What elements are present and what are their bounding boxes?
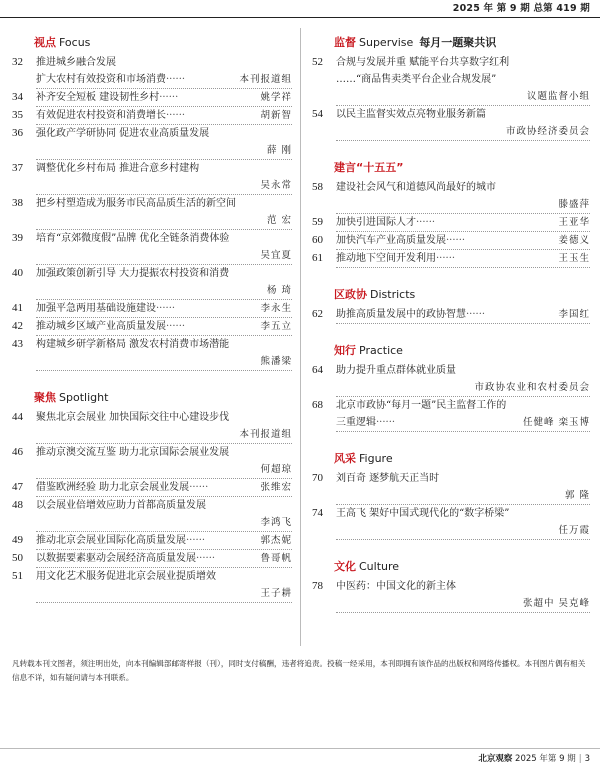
page-ref: 42 bbox=[12, 320, 23, 332]
section-title-cn: 知行 bbox=[334, 344, 356, 357]
leader-dots: ······ bbox=[436, 253, 456, 264]
top-bar bbox=[0, 0, 600, 16]
section-title-cn: 监督 bbox=[334, 36, 356, 49]
article-title: 有效促进农村投资和消费增长 bbox=[36, 110, 166, 121]
section-title-en: Culture bbox=[359, 560, 400, 573]
page-ref: 59 bbox=[312, 216, 323, 228]
footer-brand: 北京观察 bbox=[478, 754, 513, 764]
section-title-cn: 风采 bbox=[334, 452, 356, 465]
page-ref: 37 bbox=[12, 162, 23, 174]
author: 本刊报道组 bbox=[239, 429, 292, 440]
article-title: 建设社会风气和道德风尚最好的城市 bbox=[336, 182, 496, 193]
section-title-cn: 区政协 bbox=[334, 288, 367, 301]
page-ref: 34 bbox=[12, 91, 23, 103]
right-column bbox=[312, 30, 590, 613]
section-title-en: Focus bbox=[59, 36, 91, 49]
author: 郭 隆 bbox=[564, 490, 590, 501]
leader-dots: ······ bbox=[446, 235, 466, 246]
page-ref: 43 bbox=[12, 338, 23, 350]
section-heading bbox=[334, 34, 590, 48]
author: 王亚华 bbox=[556, 214, 590, 231]
page-ref: 68 bbox=[312, 399, 323, 411]
leader-dots: ······ bbox=[416, 217, 436, 228]
author: 王玉生 bbox=[556, 250, 590, 267]
page-ref: 64 bbox=[312, 364, 323, 376]
section-title-en: Supervise bbox=[359, 36, 414, 49]
toc-entry[interactable] bbox=[312, 232, 590, 250]
author: 市政协农业和农村委员会 bbox=[474, 382, 590, 393]
section-title-cn: 视点 bbox=[34, 36, 56, 49]
leader-dots: ······ bbox=[159, 92, 179, 103]
left-column bbox=[12, 30, 292, 603]
section-heading bbox=[334, 558, 590, 572]
page-ref: 70 bbox=[312, 472, 323, 484]
article-title: 北京市政协“每月一题”民主监督工作的 bbox=[336, 400, 507, 411]
toc-entry[interactable] bbox=[312, 306, 590, 324]
page-ref: 32 bbox=[12, 56, 23, 68]
footer-issue: 2025 年第 9 期 bbox=[515, 754, 576, 764]
author: 吴永常 bbox=[260, 180, 292, 191]
top-rule bbox=[0, 17, 600, 18]
author: 本刊报道组 bbox=[237, 71, 292, 88]
article-title: 加快引进国际人才 bbox=[336, 217, 416, 228]
page-ref: 58 bbox=[312, 181, 323, 193]
article-title: 推动城乡区域产业高质量发展 bbox=[36, 321, 166, 332]
article-title: 三重逻辑 bbox=[336, 417, 376, 428]
article-title: 用文化艺术服务促进北京会展业提质增效 bbox=[36, 571, 216, 582]
article-title: 把乡村塑造成为服务市民高品质生活的新空间 bbox=[36, 198, 236, 209]
toc-entry[interactable] bbox=[12, 195, 292, 230]
leader-dots: ······ bbox=[156, 303, 176, 314]
toc-entry[interactable] bbox=[12, 336, 292, 371]
article-title: 以民主监督实效点亮物业服务新篇 bbox=[336, 109, 486, 120]
toc-entry[interactable] bbox=[12, 409, 292, 444]
section-title-cn: 文化 bbox=[334, 560, 356, 573]
toc-entry[interactable] bbox=[12, 479, 292, 497]
article-title: 培育“京郊微度假”品牌 优化全链条消费体验 bbox=[36, 233, 230, 244]
page-ref: 35 bbox=[12, 109, 23, 121]
author: 任健峰 栾玉博 bbox=[521, 414, 590, 431]
footer-rule bbox=[0, 748, 600, 749]
toc-entry[interactable] bbox=[312, 54, 590, 106]
article-title: 以会展业倍增效应助力首都高质量发展 bbox=[36, 500, 206, 511]
toc-entry[interactable] bbox=[12, 318, 292, 336]
author: 任万霞 bbox=[558, 525, 590, 536]
page-ref: 60 bbox=[312, 234, 323, 246]
page-ref: 78 bbox=[312, 580, 323, 592]
article-title: 强化政产学研协同 促进农业高质量发展 bbox=[36, 128, 210, 139]
author: 何超琼 bbox=[260, 464, 292, 475]
section-title-en: Spotlight bbox=[59, 391, 109, 404]
section-heading bbox=[334, 342, 590, 356]
author: 薛 刚 bbox=[266, 145, 292, 156]
author: 张超中 吴克峰 bbox=[522, 598, 590, 609]
toc-entry[interactable] bbox=[12, 550, 292, 568]
page-ref: 36 bbox=[12, 127, 23, 139]
author: 吴宜夏 bbox=[260, 250, 292, 261]
page-number: 3 bbox=[584, 754, 590, 764]
toc-entry[interactable] bbox=[312, 214, 590, 232]
page-ref: 54 bbox=[312, 108, 323, 120]
article-title: 加快汽车产业高质量发展 bbox=[336, 235, 446, 246]
author: 滕盛萍 bbox=[558, 199, 590, 210]
section-subtitle: 每月一题聚共识 bbox=[419, 36, 497, 49]
page-ref: 48 bbox=[12, 499, 23, 511]
article-title: 推进城乡融合发展 bbox=[36, 57, 116, 68]
leader-dots: ······ bbox=[466, 309, 486, 320]
toc-entry[interactable] bbox=[12, 497, 292, 532]
author: 李永生 bbox=[258, 300, 292, 317]
copyright-notice: 凡转载本刊文图者，须注明出处，向本刊编辑部邮寄样报（刊），同时支付稿酬，违者将追责。投稿一经采用，本刊即拥有该作品的出版权和网络传播权。本刊图片偶有相关信息不详，如有疑问请与本刊联系。 bbox=[12, 659, 586, 682]
article-title: 调整优化乡村布局 推进合意乡村建构 bbox=[36, 163, 200, 174]
toc-entry[interactable] bbox=[12, 300, 292, 318]
article-title: ……“商品售卖类平台企业合规发展” bbox=[336, 74, 497, 85]
author: 议题监督小组 bbox=[526, 91, 590, 102]
section-title-en: Practice bbox=[359, 344, 403, 357]
leader-dots: ······ bbox=[376, 417, 396, 428]
page-ref: 50 bbox=[12, 552, 23, 564]
article-title: 推动京澳交流互鉴 助力北京国际会展业发展 bbox=[36, 447, 230, 458]
column-divider bbox=[300, 28, 301, 646]
article-title: 构建城乡研学新格局 激发农村消费市场潜能 bbox=[36, 339, 230, 350]
author: 李国红 bbox=[556, 306, 590, 323]
section-heading bbox=[334, 286, 590, 300]
author: 李五立 bbox=[258, 318, 292, 335]
article-title: 助推高质量发展中的政协智慧 bbox=[336, 309, 466, 320]
author: 李鸿飞 bbox=[260, 517, 292, 528]
toc-entry[interactable] bbox=[12, 54, 292, 89]
page-ref: 40 bbox=[12, 267, 23, 279]
page-ref: 52 bbox=[312, 56, 323, 68]
page-ref: 51 bbox=[12, 570, 23, 582]
article-title: 推动北京会展业国际化高质量发展 bbox=[36, 535, 186, 546]
page-ref: 74 bbox=[312, 507, 323, 519]
article-title: 聚焦北京会展业 加快国际交往中心建设步伐 bbox=[36, 412, 230, 423]
author: 姜德义 bbox=[556, 232, 590, 249]
author: 郭杰妮 bbox=[258, 532, 292, 549]
author: 张维宏 bbox=[258, 479, 292, 496]
toc-entry[interactable] bbox=[312, 505, 590, 540]
author: 姚学祥 bbox=[258, 89, 292, 106]
article-title: 借鉴欧洲经验 助力北京会展业发展 bbox=[36, 482, 190, 493]
leader-dots: ······ bbox=[166, 110, 186, 121]
toc-entry[interactable] bbox=[12, 89, 292, 107]
page-ref: 62 bbox=[312, 308, 323, 320]
article-title: 合规与发展并重 赋能平台共享数字红利 bbox=[336, 57, 510, 68]
author: 熊潘梁 bbox=[260, 356, 292, 367]
author: 王子耕 bbox=[260, 588, 292, 599]
section-heading bbox=[334, 159, 590, 173]
section-title-en: Districts bbox=[370, 288, 416, 301]
toc-entry[interactable] bbox=[312, 106, 590, 141]
toc-entry[interactable] bbox=[12, 444, 292, 479]
section-title-cn: 聚焦 bbox=[34, 391, 56, 404]
toc-entry[interactable] bbox=[312, 578, 590, 613]
article-title: 刘百奇 逐梦航天正当时 bbox=[336, 473, 440, 484]
page-ref: 41 bbox=[12, 302, 23, 314]
leader-dots: ······ bbox=[196, 553, 216, 564]
toc-entry[interactable] bbox=[12, 230, 292, 265]
author: 市政协经济委员会 bbox=[505, 126, 590, 137]
leader-dots: ······ bbox=[189, 482, 209, 493]
page-ref: 47 bbox=[12, 481, 23, 493]
section-heading bbox=[34, 389, 292, 403]
author: 杨 琦 bbox=[266, 285, 292, 296]
article-title: 助力提升重点群体就业质量 bbox=[336, 365, 456, 376]
page-ref: 46 bbox=[12, 446, 23, 458]
section-title-cn: 建言“十五五” bbox=[334, 161, 404, 174]
page-ref: 44 bbox=[12, 411, 23, 423]
page-footer: 北京观察 2025 年第 9 期 | 3 bbox=[478, 754, 590, 764]
page-ref: 61 bbox=[312, 252, 323, 264]
toc-entry[interactable] bbox=[312, 470, 590, 505]
section-title-en: Figure bbox=[359, 452, 393, 465]
page-ref: 49 bbox=[12, 534, 23, 546]
section-heading bbox=[34, 34, 292, 48]
article-title: 加强平急两用基础设施建设 bbox=[36, 303, 156, 314]
toc-entry[interactable] bbox=[312, 179, 590, 214]
toc-entry[interactable] bbox=[12, 265, 292, 300]
toc-entry[interactable] bbox=[312, 397, 590, 432]
leader-dots: ······ bbox=[186, 535, 206, 546]
author: 胡新智 bbox=[258, 107, 292, 124]
section-heading bbox=[334, 450, 590, 464]
article-title: 中医药：中国文化的新主体 bbox=[336, 581, 456, 592]
article-title: 以数据要素驱动会展经济高质量发展 bbox=[36, 553, 196, 564]
article-title: 推动地下空间开发利用 bbox=[336, 253, 436, 264]
toc-entry[interactable] bbox=[12, 125, 292, 160]
leader-dots: ······ bbox=[166, 321, 186, 332]
toc-entry[interactable] bbox=[12, 568, 292, 603]
page-ref: 39 bbox=[12, 232, 23, 244]
article-title: 王高飞 架好中国式现代化的“数字桥梁” bbox=[336, 508, 510, 519]
article-title: 补齐安全短板 建设韧性乡村 bbox=[36, 92, 160, 103]
toc-entry[interactable] bbox=[312, 362, 590, 397]
toc-entry[interactable] bbox=[12, 532, 292, 550]
toc-entry[interactable] bbox=[12, 107, 292, 125]
page-ref: 38 bbox=[12, 197, 23, 209]
article-title: 扩大农村有效投资和市场消费 bbox=[36, 74, 166, 85]
author: 范 宏 bbox=[266, 215, 292, 226]
leader-dots: ······ bbox=[166, 74, 186, 85]
author: 鲁哥帆 bbox=[258, 550, 292, 567]
toc-entry[interactable] bbox=[312, 250, 590, 268]
article-title: 加强政策创新引导 大力提振农村投资和消费 bbox=[36, 268, 230, 279]
issue-label: 2025 年 第 9 期 总第 419 期 bbox=[452, 3, 590, 14]
toc-entry[interactable] bbox=[12, 160, 292, 195]
